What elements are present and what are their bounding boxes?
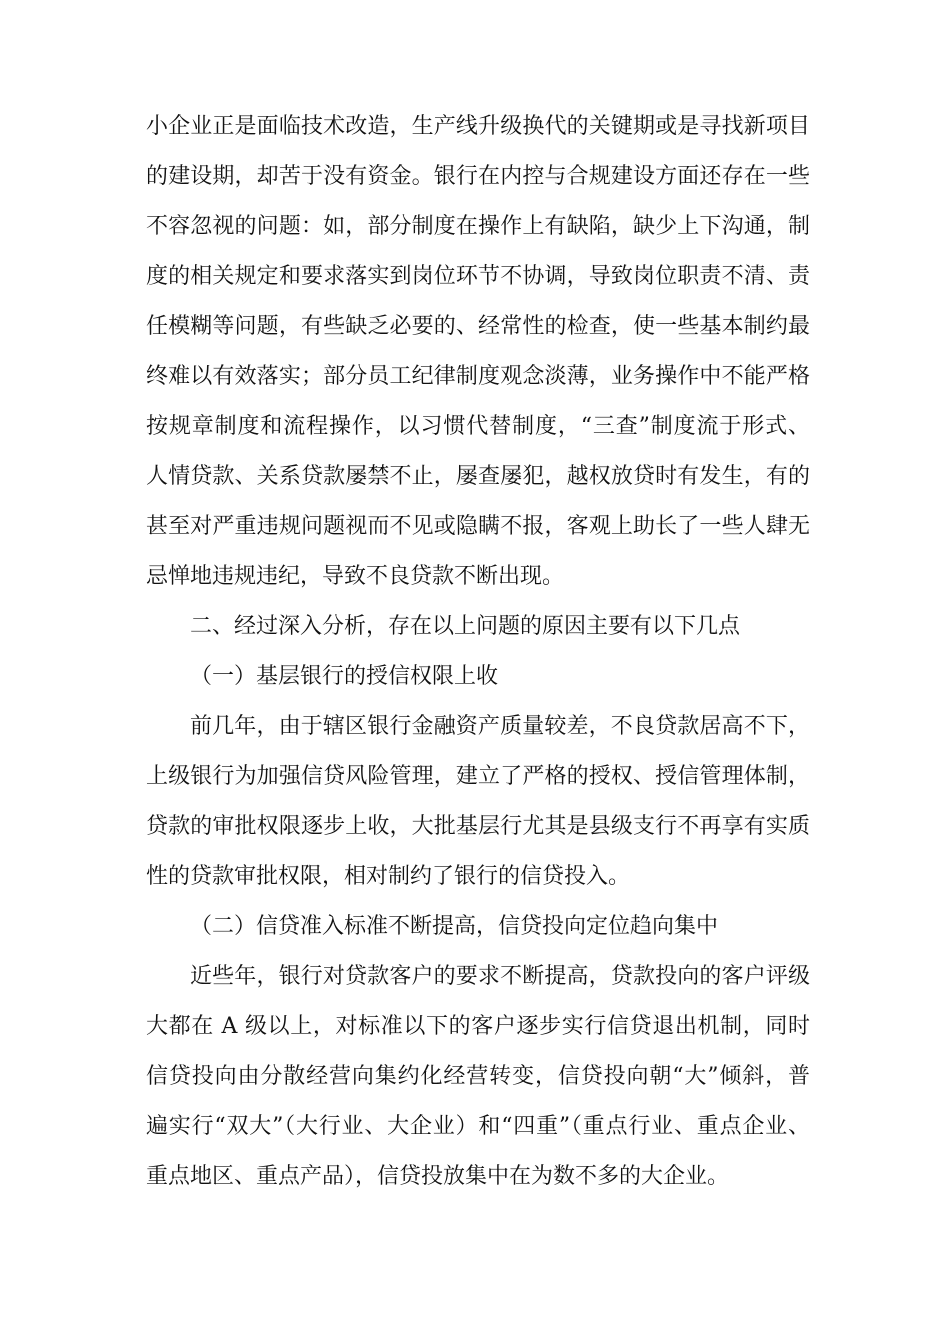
text-line: 的建设期，却苦于没有资金。银行在内控与合规建设方面还存在一些	[146, 164, 810, 189]
text-line: 小企业正是面临技术改造，生产线升级换代的关键期或是寻找新项目	[146, 114, 810, 139]
text-line: 前几年，由于辖区银行金融资产质量较差，不良贷款居高不下，	[190, 714, 810, 739]
subsection-heading: （一）基层银行的授信权限上收	[190, 664, 499, 689]
text-line: 近些年，银行对贷款客户的要求不断提高，贷款投向的客户评级	[190, 964, 810, 989]
subsection-heading: （二）信贷准入标准不断提高，信贷投向定位趋向集中	[190, 914, 719, 939]
text-line: 度的相关规定和要求落实到岗位环节不协调，导致岗位职责不清、责	[146, 264, 810, 289]
body-text	[146, 102, 810, 1202]
text-line: 不容忽视的问题：如，部分制度在操作上有缺陷，缺少上下沟通，制	[146, 214, 810, 239]
text-line: 甚至对严重违规问题视而不见或隐瞒不报，客观上助长了一些人肆无	[146, 514, 810, 539]
text-line: 遍实行“双大”（大行业、大企业）和“四重”（重点行业、重点企业、	[146, 1114, 810, 1139]
text-line: 信贷投向由分散经营向集约化经营转变，信贷投向朝“大”倾斜，普	[146, 1064, 810, 1089]
text-line: 忌惮地违规违纪，导致不良贷款不断出现。	[146, 564, 565, 589]
text-line: 大都在 A 级以上，对标准以下的客户逐步实行信贷退出机制，同时	[146, 1014, 810, 1039]
text-line: 贷款的审批权限逐步上收，大批基层行尤其是县级支行不再享有实质	[146, 814, 810, 839]
section-heading: 二、经过深入分析，存在以上问题的原因主要有以下几点	[190, 614, 741, 639]
text-line: 终难以有效落实；部分员工纪律制度观念淡薄，业务操作中不能严格	[146, 364, 810, 389]
text-line: 按规章制度和流程操作，以习惯代替制度，“三查”制度流于形式、	[146, 414, 810, 439]
text-line: 任模糊等问题，有些缺乏必要的、经常性的检查，使一些基本制约最	[146, 314, 810, 339]
text-line: 性的贷款审批权限，相对制约了银行的信贷投入。	[146, 864, 631, 889]
text-line: 重点地区、重点产品），信贷投放集中在为数不多的大企业。	[146, 1164, 730, 1189]
text-line: 人情贷款、关系贷款屡禁不止，屡查屡犯，越权放贷时有发生，有的	[146, 464, 810, 489]
text-line: 上级银行为加强信贷风险管理，建立了严格的授权、授信管理体制，	[146, 764, 810, 789]
